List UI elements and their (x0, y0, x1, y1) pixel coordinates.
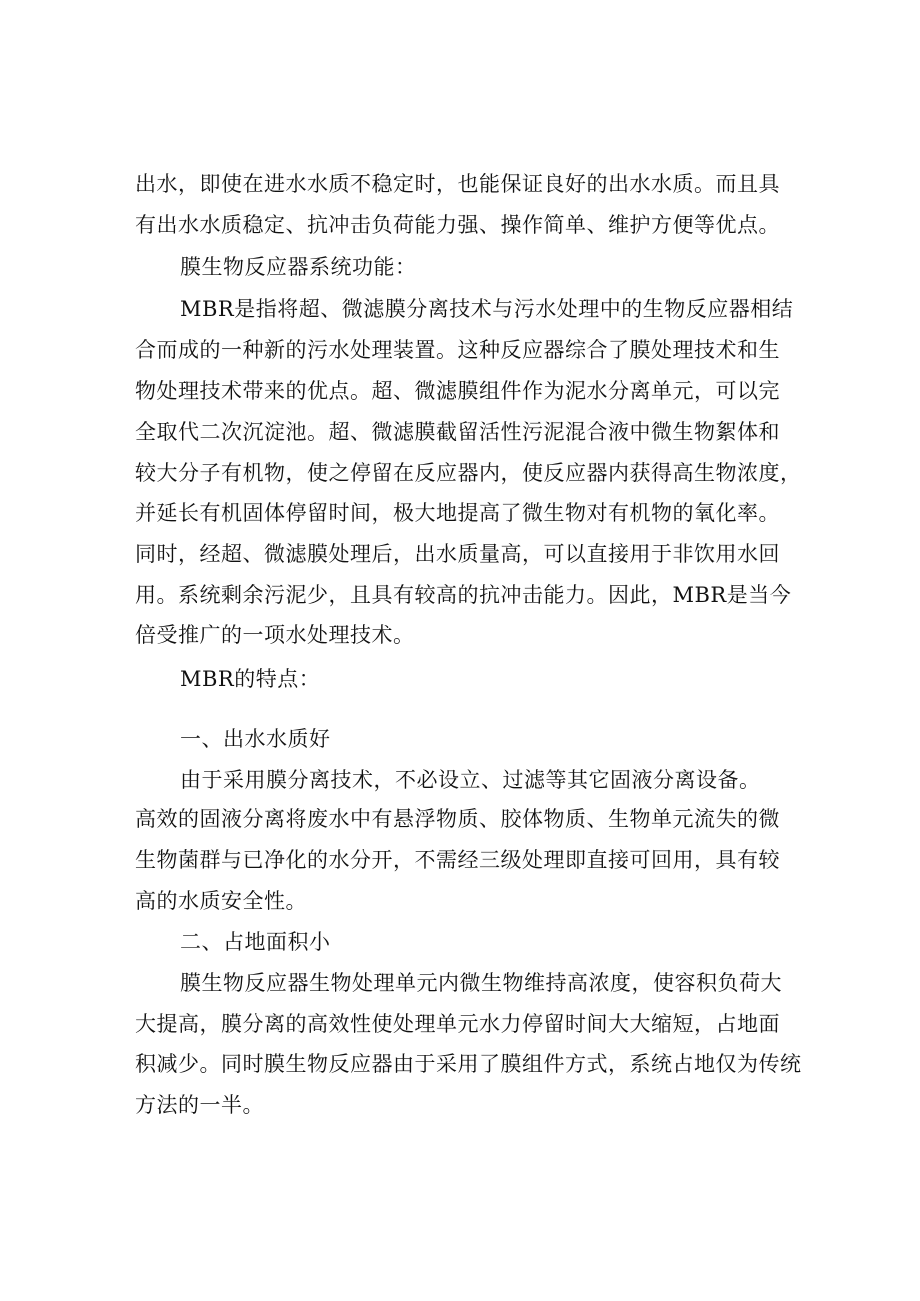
paragraph-line: 由于采用膜分离技术，不必设立、过滤等其它固液分离设备。 (180, 768, 761, 792)
paragraph-line: 方法的一半。 (135, 1093, 264, 1117)
paragraph-line: 出水，即使在进水水质不稳定时，也能保证良好的出水水质。而且具 (135, 172, 780, 196)
paragraph-line: 倍受推广的一项水处理技术。 (135, 623, 415, 647)
paragraph-line: 合而成的一种新的污水处理装置。这种反应器综合了膜处理技术和生 (135, 338, 780, 362)
paragraph-line: 积减少。同时膜生物反应器由于采用了膜组件方式，系统占地仅为传统 (135, 1052, 802, 1076)
paragraph-line: 较大分子有机物，使之停留在反应器内，使反应器内获得高生物浓度， (135, 461, 802, 485)
paragraph-line: 膜生物反应器生物处理单元内微生物维持高浓度，使容积负荷大 (180, 971, 782, 995)
paragraph-line: 并延长有机固体停留时间，极大地提高了微生物对有机物的氧化率。 (135, 501, 780, 525)
paragraph-line: 同时，经超、微滤膜处理后，出水质量高，可以直接用于非饮用水回 (135, 542, 780, 566)
paragraph-line: 高的水质安全性。 (135, 889, 307, 913)
paragraph-line: 大提高，膜分离的高效性使处理单元水力停留时间大大缩短，占地面 (135, 1012, 780, 1036)
paragraph-line: 生物菌群与已净化的水分开，不需经三级处理即直接可回用，具有较 (135, 848, 780, 872)
paragraph-line: 物处理技术带来的优点。超、微滤膜组件作为泥水分离单元，可以完 (135, 379, 780, 403)
section-heading: 膜生物反应器系统功能： (180, 255, 417, 279)
section-heading: MBR的特点： (180, 667, 321, 691)
paragraph-line: 高效的固液分离将废水中有悬浮物质、胶体物质、生物单元流失的微 (135, 807, 780, 831)
paragraph-line: 全取代二次沉淀池。超、微滤膜截留活性污泥混合液中微生物絮体和 (135, 420, 780, 444)
paragraph-line: MBR是指将超、微滤膜分离技术与污水处理中的生物反应器相结 (180, 297, 794, 321)
section-heading: 二、占地面积小 (180, 930, 331, 954)
paragraph-line: 有出水水质稳定、抗冲击负荷能力强、操作简单、维护方便等优点。 (135, 213, 780, 237)
paragraph-line: 用。系统剩余污泥少，且具有较高的抗冲击能力。因此，MBR是当今 (135, 583, 792, 607)
section-heading: 一、出水水质好 (180, 727, 331, 751)
